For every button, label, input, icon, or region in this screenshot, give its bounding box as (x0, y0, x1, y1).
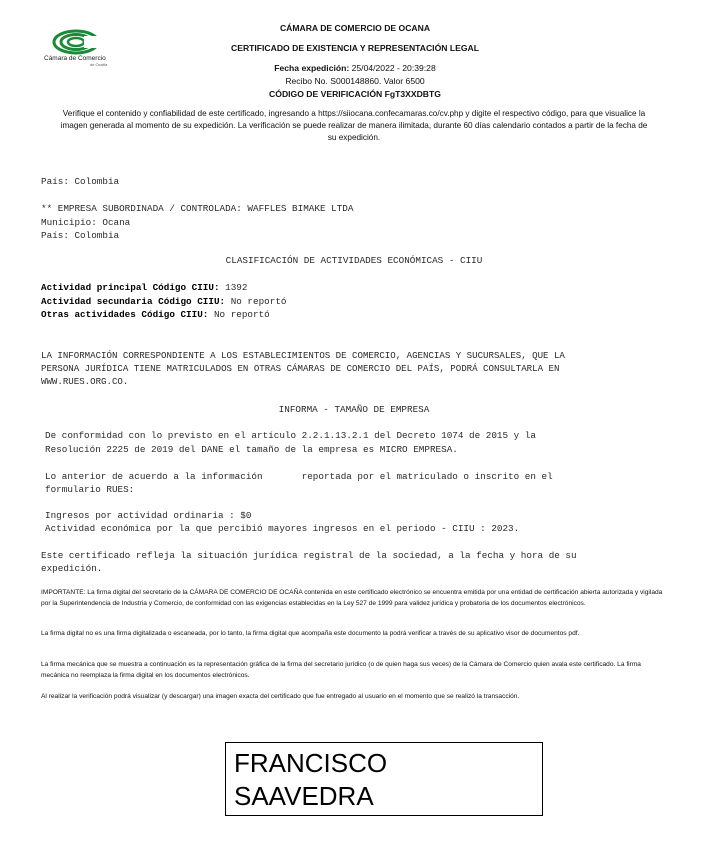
establishments-info-3: WWW.RUES.ORG.CO. (41, 376, 129, 387)
important-note: IMPORTANTE: La firma digital del secretario de la CÁMARA DE COMERCIO DE OCAÑA contenida en este certificado electrónico se encuentra emitida por una entidad de certificación abierta autorizada y vigilada por la Superintendencia de Industria y Comercio, de conformidad con las exigencias establecidas en la Ley 527 de 1999 para validez jurídica y probatoria de los documentos electrónicos. (41, 589, 663, 607)
country-line: País: Colombia (41, 176, 120, 187)
signature-line-2: SAAVEDRA (234, 781, 374, 811)
company-size-heading: INFORMA - TAMAÑO DE EMPRESA (278, 404, 430, 415)
verification-note: Al realizar la verificación podrá visualizar (y descargar) una imagen exacta del certificado que fue entregado al usuario en el momento que se realizó la transacción. (41, 693, 520, 700)
ordinary-income: Ingresos por actividad ordinaria : $0 (45, 510, 252, 521)
signature-line-1: FRANCISCO (234, 748, 388, 778)
digital-signature-note: La firma digital no es una firma digitalizada o escaneada, por lo tanto, la firma digital que acompaña este documento la podrá verificar a través de su aplicativo visor de documentos pdf. (41, 630, 580, 637)
company-size-p2-l2: formulario RUES: (45, 484, 135, 495)
company-size-p1-l1: De conformidad con lo previsto en el artículo 2.2.1.13.2.1 del Decreto 1074 de 2015 y la (45, 430, 536, 441)
country-line-2: País: Colombia (41, 230, 120, 241)
establishments-info-2: PERSONA JURÍDICA TIENE MATRICULADOS EN OTRAS CÁMARAS DE COMERCIO DEL PAÍS, PODRÁ CONSULTARLA EN (41, 363, 560, 374)
municipality-line: Municipio: Ocana (41, 217, 131, 228)
issue-date: Fecha expedición: 25/04/2022 - 20:39:28 (274, 63, 436, 73)
chamber-title: CÁMARA DE COMERCIO DE OCANA (279, 23, 431, 33)
establishments-info-1: LA INFORMACIÓN CORRESPONDIENTE A LOS ESTABLECIMIENTOS DE COMERCIO, AGENCIAS Y SUCURSALES, QUE LA (41, 350, 565, 361)
certificate-title: CERTIFICADO DE EXISTENCIA Y REPRESENTACIÓN LEGAL (231, 43, 479, 53)
verification-instructions: Verifique el contenido y confiabilidad de este certificado, ingresando a https://siiocana.confecamaras.co/cv.php y digite el respectivo código, para que visualice la imagen generada al momento de su expedición. La verificación se puede realizar de manera ilimitada, durante 60 días calendario contados a partir de la fecha de su expedición. (60, 109, 648, 142)
secondary-activity: Actividad secundaria Código CIIU: No reportó (41, 296, 287, 307)
ciiu-heading: CLASIFICACIÓN DE ACTIVIDADES ECONÓMICAS - CIIU (225, 255, 483, 266)
legal-status-note-2: expedición. (41, 563, 103, 574)
subsidiary-company-title: ** EMPRESA SUBORDINADA / CONTROLADA: WAFFLES BIMAKE LTDA (41, 203, 354, 214)
company-size-p1-l2: Resolución 2225 de 2019 del DANE el tamaño de la empresa es MICRO EMPRESA. (45, 444, 458, 455)
main-income-activity: Actividad económica por la que percibió mayores ingresos en el periodo - CIIU : 2023. (45, 523, 520, 534)
company-size-p2-l1: Lo anterior de acuerdo a la información reportada por el matriculado o inscrito en el (45, 471, 553, 482)
legal-status-note-1: Este certificado refleja la situación jurídica registral de la sociedad, a la fecha y hora de su (41, 550, 577, 561)
primary-activity: Actividad principal Código CIIU: 1392 (41, 282, 248, 293)
other-activities: Otras actividades Código CIIU: No reportó (41, 309, 270, 320)
mechanical-signature-note: La firma mecánica que se muestra a continuación es la representación gráfica de la firma del secretario jurídico (o de quien haga sus veces) de la Cámara de Comercio quien avala este certificado. La firma mecánica no reemplaza la firma digital en los documentos electrónicos. (41, 661, 641, 679)
logo-caption: Cámara de Comercio de Ocaña (44, 55, 108, 67)
receipt-number: Recibo No. S000148860. Valor 6500 (285, 76, 425, 86)
verification-code: CÓDIGO DE VERIFICACIÓN FgT3XXDBTG (269, 89, 441, 99)
signature-box (225, 742, 543, 816)
